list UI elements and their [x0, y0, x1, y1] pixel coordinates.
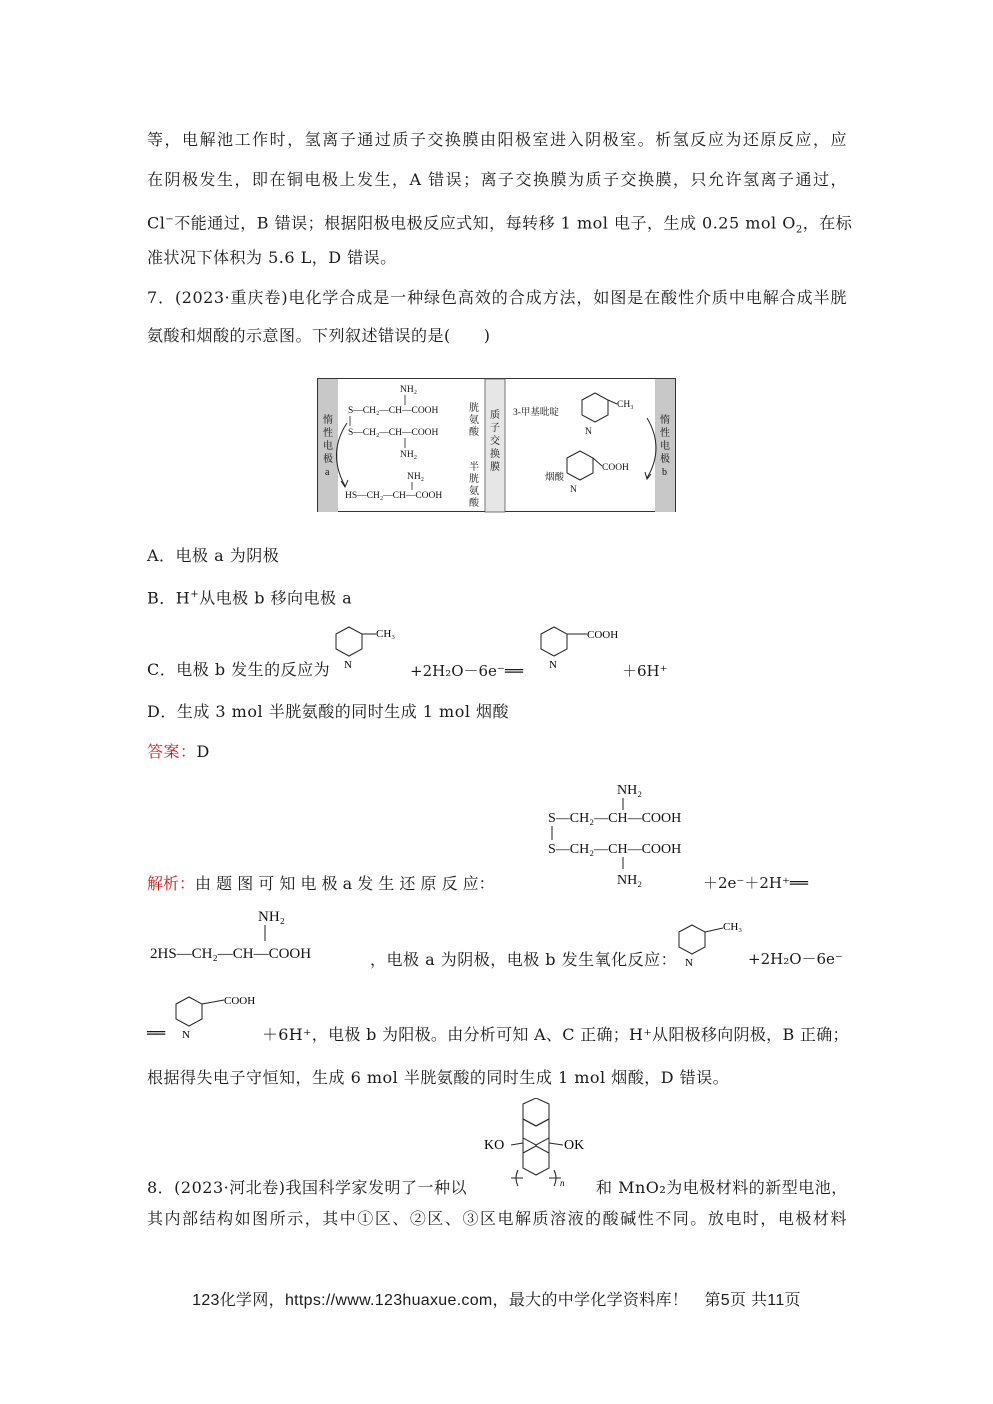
n-label: N [585, 427, 592, 437]
nh2-label: NH₂ [400, 385, 418, 395]
cysteine-structure [148, 905, 370, 971]
electrolysis-figure [317, 378, 677, 513]
question-8-stem: 和 MnO₂为电极材料的新型电池， [596, 1178, 848, 1197]
nicotinic-label: 烟酸 [545, 473, 565, 483]
methylpyridine-structure [673, 918, 753, 972]
nicotinic-acid-structure [535, 624, 630, 674]
electrode-b-char: 性 [660, 428, 670, 439]
analysis-line: ，电极 a 为阴极，电极 b 发生氧化反应： [370, 950, 678, 969]
equals-sign: ══ [147, 1024, 166, 1042]
ch3-label: CH₃ [617, 400, 634, 410]
electrode-a-char: a [325, 467, 330, 478]
option-d: D．生成 3 mol 半胱氨酸的同时生成 1 mol 烟酸 [147, 702, 510, 721]
page-footer: 123化学网，https://www.123huaxue.com，最大的中学化学资料库！ 第5页 共11页 [192, 1292, 801, 1309]
option-b: B．H+从电极 b 移向电极 a [147, 588, 353, 608]
electrode-b-char: b [662, 467, 667, 478]
membrane-char: 子 [490, 423, 500, 434]
option-c-end: ＋6H⁺ [622, 662, 668, 680]
nh2-label: NH₂ [407, 472, 425, 482]
electrode-a-char: 惰 [323, 415, 333, 426]
membrane-char: 质 [490, 410, 500, 421]
cystine-row2: S—CH₂—CH—COOH [348, 428, 439, 438]
question-7-stem: 氨酸和烟酸的示意图。下列叙述错误的是( ) [147, 326, 491, 345]
electrode-b-char: 极 [660, 454, 670, 465]
ok-label: OK [564, 1138, 585, 1153]
option-c-equation: +2H₂O－6e⁻══ [410, 662, 523, 680]
question-8-stem: 其内部结构如图所示，其中①区、②区、③区电解质溶液的酸碱性不同。放电时，电极材料 [147, 1209, 847, 1228]
option-a: A．电极 a 为阴极 [147, 546, 280, 565]
electrode-a-char: 电 [323, 441, 333, 452]
answer [147, 740, 847, 764]
text-line: 准状况下体积为 5.6 L，D 错误。 [147, 248, 397, 267]
membrane-char: 换 [490, 449, 500, 460]
text-line: 在阴极发生，即在铜电极上发生，A 错误；离子交换膜为质子交换膜，只允许氢离子通过， [147, 170, 847, 189]
ch3-label: CH₃ [723, 921, 743, 933]
n-label: N [344, 659, 352, 670]
cystine-label-char: 酸 [469, 427, 479, 438]
cystine-label-char: 胱 [469, 403, 479, 414]
n-label: N [570, 485, 577, 495]
cysteine-label-char: 酸 [469, 498, 479, 509]
cysteine-label-char: 半 [469, 462, 479, 473]
cooh-label: COOH [224, 995, 256, 1007]
nicotinic-acid-structure [170, 990, 265, 1044]
cystine-row2: S—CH₂—CH—COOH [548, 842, 682, 857]
cystine-label-char: 氨 [469, 415, 479, 426]
ch3-label: CH₃ [376, 628, 396, 640]
cysteine-row: HS—CH₂—CH—COOH [345, 491, 443, 501]
electrolysis-diagram [317, 378, 677, 513]
analysis-line: 解析：由 题 图 可 知 电 极 a 发 生 还 原 反 应： [147, 874, 495, 893]
electrode-a-char: 性 [323, 428, 333, 439]
text-line: 等，电解池工作时，氢离子通过质子交换膜由阳极室进入阴极室。析氢反应为还原反应，应 [147, 130, 847, 149]
analysis-label: 解析： [147, 874, 196, 893]
cooh-label: COOH [602, 463, 629, 473]
electrode-b-char: 电 [660, 441, 670, 452]
question-8-stem: 8．(2023·河北卷)我国科学家发明了一种以 [147, 1178, 467, 1197]
n-label: N [685, 957, 693, 968]
nh2-label: NH₂ [258, 909, 285, 925]
question-7-stem: 7．(2023·重庆卷)电化学合成是一种绿色高效的合成方法，如图是在酸性介质中电解合成半胱 [147, 288, 847, 307]
analysis-line: 根据得失电子守恒知，生成 6 mol 半胱氨酸的同时生成 1 mol 烟酸，D 错误。 [147, 1068, 730, 1087]
answer-value: D [196, 742, 210, 761]
cysteine-label-char: 氨 [469, 486, 479, 497]
nh2-label: NH₂ [617, 783, 643, 798]
answer-label: 答案： [147, 742, 197, 761]
nh2-label: NH₂ [400, 450, 418, 460]
text-line: Cl−不能通过，B 错误；根据阳极电极反应式知，每转移 1 mol 电子，生成 0.25 mol $O_2$，在标 [147, 213, 853, 236]
membrane-char: 交 [490, 436, 500, 447]
ko-label: KO [484, 1138, 505, 1153]
methylpyridine-label: 3-甲基吡啶 [513, 408, 559, 418]
analysis-equation-end: ＋2e⁻＋2H⁺══ [703, 874, 808, 892]
cystine-row1: S—CH₂—CH—COOH [348, 406, 439, 416]
analysis-equation: +2H₂O－6e⁻ [748, 950, 843, 968]
n-label: N [549, 659, 557, 670]
cooh-label: COOH [587, 629, 619, 641]
electrode-a-char: 极 [323, 454, 333, 465]
electrode-b-char: 惰 [660, 415, 670, 426]
cysteine-label-char: 胱 [469, 474, 479, 485]
option-c: C．电极 b 发生的反应为 [147, 660, 331, 679]
n-subscript: n [560, 1178, 565, 1188]
methylpyridine-structure [330, 624, 410, 674]
anthracene-diolate-structure [478, 1098, 598, 1198]
membrane-char: 膜 [490, 462, 500, 473]
cystine-structure [545, 780, 710, 894]
n-label: N [182, 1029, 190, 1040]
cysteine-formula: 2HS—CH₂—CH—COOH [150, 946, 312, 962]
analysis-line: ＋6H⁺，电极 b 为阳极。由分析可知 A、C 正确；H⁺从阳极移向阴极，B 正确； [262, 1025, 849, 1044]
cystine-row1: S—CH₂—CH—COOH [548, 811, 682, 826]
nh2-label: NH₂ [617, 873, 643, 888]
